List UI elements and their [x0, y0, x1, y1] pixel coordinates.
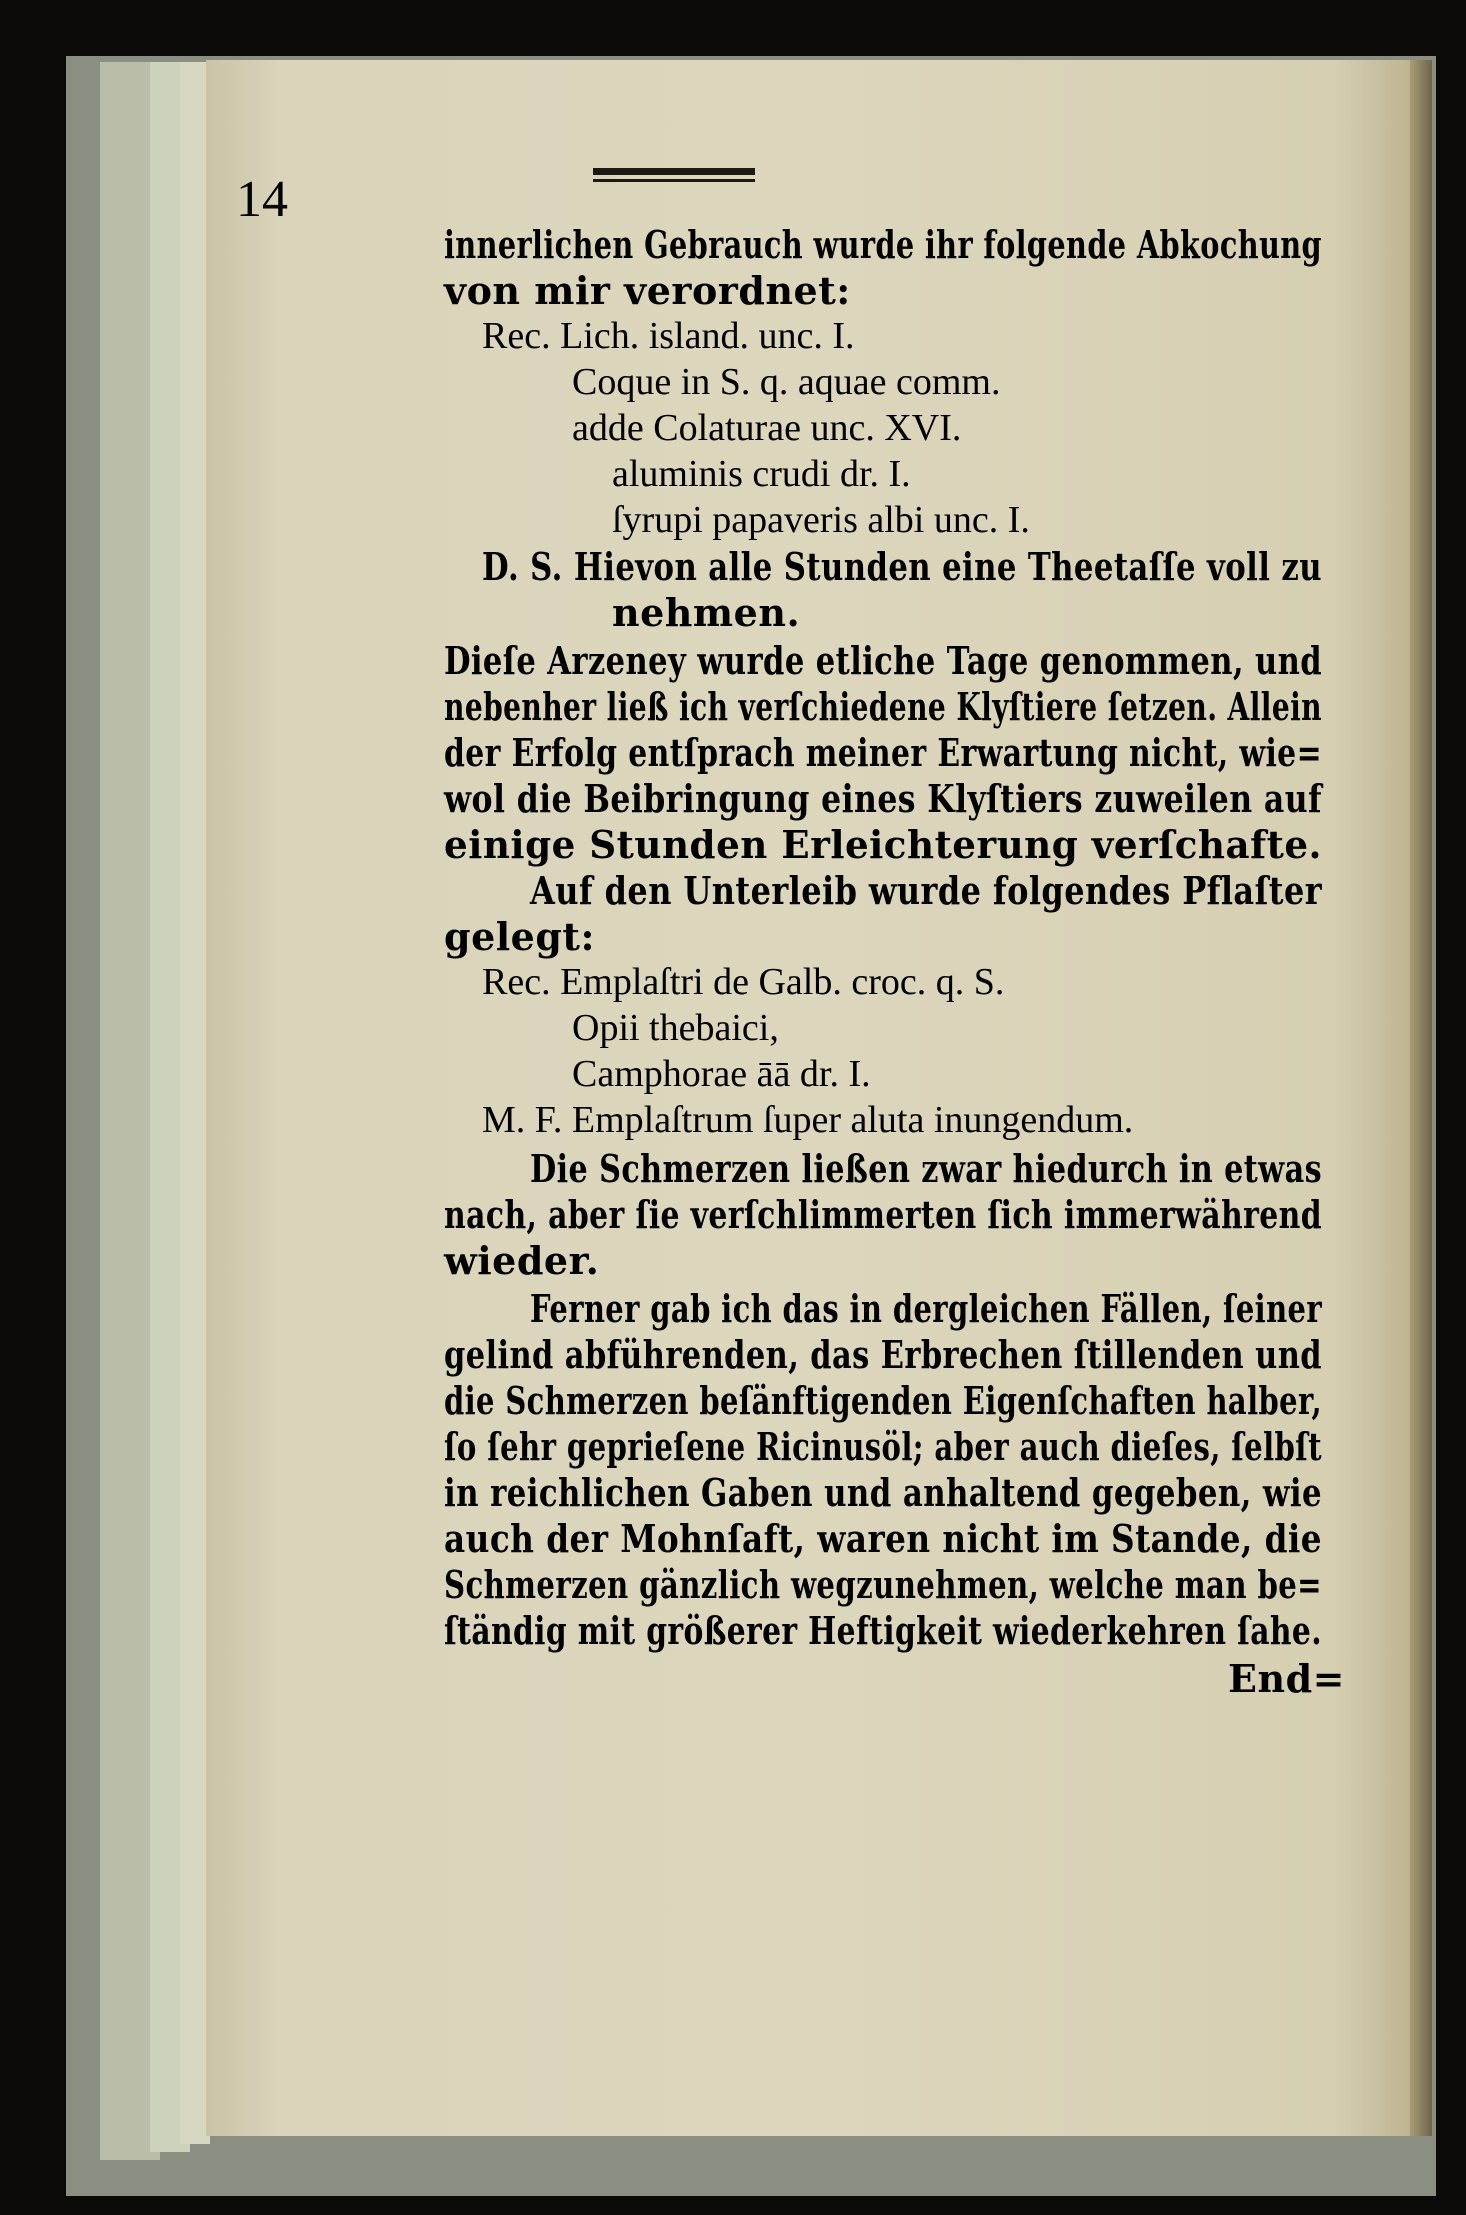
text-line: Dieſe Arzeney wurde etliche Tage genommen, und: [444, 638, 1322, 683]
text-line: Auf den Unterleib wurde folgendes Pflaſter: [530, 868, 1322, 913]
text-line: in reichlichen Gaben und anhaltend gegeben, wie: [444, 1470, 1322, 1515]
text-line: wol die Beibringung eines Klyſtiers zuweilen auf: [444, 776, 1322, 821]
text-line: der Erfolg entſprach meiner Erwartung nicht, wie=: [444, 730, 1322, 775]
text-line: von mir verordnet:: [444, 268, 851, 313]
text-line: innerlichen Gebrauch wurde ihr folgende Abkochung: [444, 222, 1322, 267]
book-spine-shadow: [1410, 60, 1432, 2136]
header-rule: [593, 168, 755, 184]
text-line: Ferner gab ich das in dergleichen Fällen, ſeiner: [530, 1286, 1322, 1331]
text-line: Die Schmerzen ließen zwar hiedurch in etwas: [530, 1146, 1322, 1191]
text-line: ſtändig mit größerer Heftigkeit wiederkehren ſahe.: [444, 1608, 1322, 1653]
text-line: nebenher ließ ich verſchiedene Klyſtiere ſetzen. Allein: [444, 684, 1322, 729]
text-line: aluminis crudi dr. I.: [612, 453, 911, 495]
text-line: Camphorae āā dr. I.: [572, 1053, 871, 1095]
text-line: End=: [1228, 1656, 1346, 1701]
text-line: ſo ſehr geprieſene Ricinusöl; aber auch dieſes, ſelbſt: [444, 1424, 1322, 1469]
text-line: wieder.: [444, 1238, 600, 1283]
text-line: Schmerzen gänzlich wegzunehmen, welche man be=: [444, 1562, 1322, 1607]
text-line: auch der Mohnſaft, waren nicht im Stande, die: [444, 1516, 1322, 1561]
text-line: Coque in S. q. aquae comm.: [572, 361, 1001, 403]
page-number: 14: [236, 171, 288, 228]
text-line: M. F. Emplaſtrum ſuper aluta inungendum.: [482, 1099, 1134, 1141]
text-line: ſyrupi papaveris albi unc. I.: [612, 499, 1030, 541]
text-line: Opii thebaici,: [572, 1007, 779, 1049]
text-line: einige Stunden Erleichterung verſchafte.: [444, 822, 1322, 867]
text-line: nehmen.: [612, 590, 801, 635]
text-line: D. S. Hievon alle Stunden eine Theetaſſe voll zu: [482, 544, 1322, 589]
text-line: Rec. Emplaſtri de Galb. croc. q. S.: [482, 961, 1005, 1003]
text-line: Rec. Lich. island. unc. I.: [482, 315, 855, 357]
text-line: gelind abführenden, das Erbrechen ſtillenden und: [444, 1332, 1322, 1377]
text-line: adde Colaturae unc. XVI.: [572, 407, 962, 449]
text-line: gelegt:: [444, 914, 596, 959]
text-line: nach, aber ſie verſchlimmerten ſich immerwährend: [444, 1192, 1322, 1237]
text-line: die Schmerzen beſänftigenden Eigenſchaften halber,: [444, 1378, 1322, 1423]
